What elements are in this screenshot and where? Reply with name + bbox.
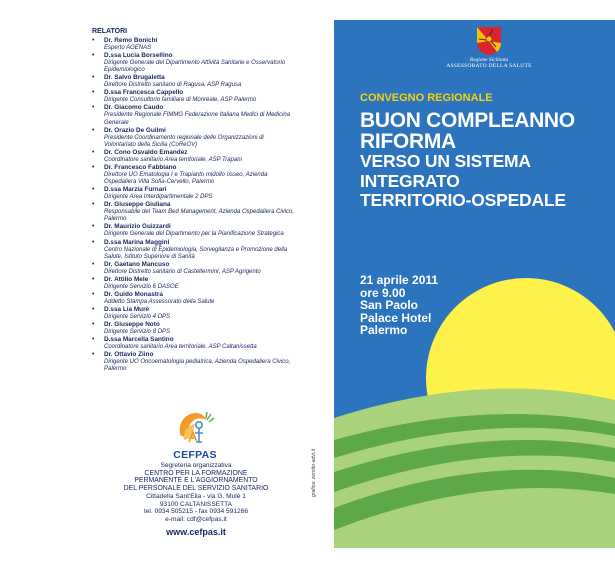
title-line-1: BUON COMPLEANNO [360, 109, 575, 132]
speaker-item [92, 52, 297, 74]
speaker-name: Dr. Remo Bonichi [104, 37, 158, 44]
design-credit: grafica: zerotto-advt.it [311, 448, 317, 497]
speaker-role: Presidente Regionale FIMMG Federazione Italiana Medici di Medicina Generale [104, 112, 291, 126]
website-link[interactable]: www.cefpas.it [166, 527, 226, 537]
speaker-item [92, 351, 297, 373]
cefpas-logo [171, 408, 217, 450]
phone-fax: tel. 0934 505215 - fax 0934 591266 [143, 508, 249, 516]
speaker-name: Dr. Orazio De Guilmi [104, 126, 166, 134]
event-date: 21 aprile 2011 [360, 273, 439, 287]
organizing-secretariat [106, 462, 286, 524]
bullet-icon: • [92, 52, 95, 60]
speaker-role: Dirigente Servizio 6 DASOE [104, 283, 179, 290]
speaker-role: Coordinatore sanitario Area territoriale, ASP Caltanissetta [104, 344, 257, 351]
speaker-role: Dirigente Consultorio familiare di Monreale, ASP Palermo [104, 97, 257, 104]
speaker-role: Responsabile del Team Bed Management, Azienda Ospedaliera Civico, Palermo [104, 209, 294, 223]
bullet-icon: • [92, 238, 95, 246]
bullet-icon: • [92, 275, 95, 283]
cover-panel [334, 20, 615, 548]
bullet-icon: • [92, 186, 95, 194]
speaker-item [92, 127, 297, 149]
speaker-name: Dr. Giuseppe Giuliana [104, 201, 171, 209]
title-line-5: TERRITORIO-OSPEDALE [360, 190, 566, 210]
speaker-name: Dr. Giuseppe Noto [104, 321, 160, 329]
speaker-role: Centro Nazionale di Epidemiologia, Sorveglianza e Promozione della Salute, Istituto Superiore di Sanità [104, 246, 288, 260]
speaker-name: Dr. Giacomo Caudo [104, 104, 164, 112]
speaker-name: Dr. Cono Osvaldo Emandez [104, 148, 188, 156]
bullet-icon: • [92, 89, 95, 97]
venue-line-2: Palace Hotel [360, 310, 432, 325]
speaker-name: Dr. Salvo Brugaletta [104, 74, 165, 82]
bullet-icon: • [92, 321, 95, 329]
speaker-name: Dr. Francesco Fabbiano [104, 163, 177, 171]
bullet-icon: • [92, 260, 95, 268]
bullet-icon: • [92, 163, 95, 171]
speaker-role: Direttore Distretto sanitario di Ragusa, ASP Ragusa [104, 82, 242, 89]
bullet-icon: • [92, 37, 95, 44]
cefpas-logo-icon [171, 408, 217, 450]
title-line-3: VERSO UN SISTEMA [360, 151, 531, 171]
secretariat-label: Segreteria organizzativa [160, 462, 232, 469]
cefpas-line-2: PERMANENTE E L'AGGIORNAMENTO [134, 477, 258, 485]
speaker-name: D.ssa Marcella Santino [104, 336, 174, 344]
cefpas-line-3: DEL PERSONALE DEL SERVIZIO SANITARIO [123, 485, 269, 493]
speaker-item [92, 223, 297, 238]
speaker-role: Dirigente Area Interdipartimentale 2 DPS [104, 194, 213, 201]
speaker-item [92, 261, 297, 276]
speaker-item [92, 321, 297, 336]
speaker-item [92, 291, 297, 306]
event-details [360, 274, 438, 337]
speaker-name: Dr. Ottavio Ziino [104, 351, 154, 359]
speaker-role: Coordinatore sanitario Area territoriale, ASP Trapani [104, 156, 242, 163]
speaker-item [92, 164, 297, 186]
title-line-4: INTEGRATO [360, 170, 460, 191]
address-street: Cittadella Sant'Elia - via G. Mulè 1 [146, 492, 246, 500]
event-time: ore 9.00 [360, 285, 406, 300]
speaker-role: Direttore Distretto sanitario di Castelterminí, ASP Agrigento [104, 268, 261, 275]
speaker-role: Dirigente Servizio 4 DPS [104, 313, 171, 320]
region-name: Regione Siciliana [469, 57, 509, 63]
speaker-role: Dirigente Servizio 8 DPS [104, 329, 171, 336]
speaker-name: Dr. Guido Monastra [104, 290, 163, 298]
sicilia-trinacria-icon [476, 26, 502, 56]
speaker-item [92, 37, 297, 52]
speaker-role: Dirigente UO Oncoematologia pediatrica, Azienda Ospedaliera Civico, Palermo [104, 359, 291, 373]
speaker-name: Dr. Attilio Mele [104, 275, 149, 283]
speaker-item [92, 89, 297, 104]
regional-header [444, 26, 534, 69]
bullet-icon: • [92, 148, 95, 156]
speaker-name: D.ssa Marzia Furnari [104, 186, 167, 194]
bullet-icon: • [92, 201, 95, 209]
speaker-item [92, 336, 297, 351]
bullet-icon: • [92, 223, 95, 231]
speaker-item [92, 186, 297, 201]
speaker-item [92, 74, 297, 89]
speaker-list [92, 37, 297, 373]
speaker-role: Direttore UO Ematologia I e Trapianto midollo osseo, Azienda Ospedaliera Villa Sofia-Cervello, Palermo [104, 171, 268, 186]
speaker-role: Dirigente Generale del Dipartimento Attività Sanitarie e Osservatorio Epidemiologico [104, 60, 286, 74]
speaker-name: Dr. Maurizio Guizzardi [104, 223, 171, 231]
speaker-item [92, 306, 297, 321]
speaker-item [92, 104, 297, 126]
event-title [360, 110, 575, 211]
event-type-label: CONVEGNO REGIONALE [360, 92, 493, 104]
speaker-role: Dirigente Generale del Dipartimento per la Pianificazione Strategica [104, 231, 284, 238]
relatori-heading: RELATORI [92, 28, 128, 35]
speaker-name: D.ssa Marina Maggini [104, 238, 170, 246]
title-line-2: RIFORMA [360, 130, 456, 153]
bullet-icon: • [92, 126, 95, 134]
bullet-icon: • [92, 290, 95, 298]
speaker-item [92, 201, 297, 223]
speaker-item [92, 239, 297, 261]
address-city: 93100 CALTANISSETTA [159, 500, 233, 508]
speaker-name: D.ssa Lucia Borsellino [104, 52, 173, 60]
speaker-role: Addetto Stampa Assessorato della Salute [104, 298, 215, 305]
speaker-role: Esperto AGENAS [104, 45, 152, 51]
bullet-icon: • [92, 74, 95, 82]
speaker-name: D.ssa Francesca Cappello [104, 89, 184, 97]
bullet-icon: • [92, 104, 95, 112]
bullet-icon: • [92, 336, 95, 344]
cefpas-name: CEFPAS [173, 449, 217, 461]
venue-line-1: San Paolo [360, 298, 419, 313]
speaker-item [92, 149, 297, 164]
bullet-icon: • [92, 351, 95, 359]
bullet-icon: • [92, 305, 95, 313]
assessorato-name: ASSESSORATO DELLA SALUTE [446, 63, 532, 69]
speaker-name: D.ssa Lia Murè [104, 305, 150, 313]
event-city: Palermo [360, 323, 408, 338]
cefpas-line-1: CENTRO PER LA FORMAZIONE [144, 469, 248, 477]
email[interactable]: e-mail: cdf@cefpas.it [165, 515, 227, 523]
speaker-role: Presidente Coordinamento regionale delle Organizzazioni di Volontariato della Sicilia (CoReOV) [104, 134, 264, 148]
speaker-item [92, 276, 297, 291]
speaker-name: Dr. Gaetano Mancuso [104, 260, 170, 268]
